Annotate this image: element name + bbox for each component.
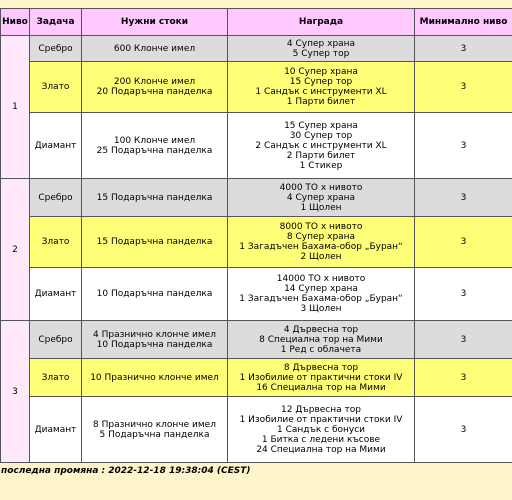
quest-table xyxy=(0,8,512,463)
reward-item: 1 Загадъчен Бахама-обор „Буран“ xyxy=(228,294,414,304)
tier-cell: Сребро xyxy=(30,179,82,217)
table-row xyxy=(1,397,512,463)
tier-cell: Злато xyxy=(30,62,82,113)
header-min-level: Минимално ниво xyxy=(415,9,512,36)
reward-item: 5 Супер тор xyxy=(228,49,414,59)
table-row xyxy=(1,62,512,113)
min-level-cell: 3 xyxy=(415,36,512,62)
header-reward: Награда xyxy=(228,9,415,36)
reward-item: 1 Изобилие от практични стоки IV xyxy=(228,415,414,425)
reward-cell xyxy=(228,397,415,463)
reward-item: 12 Дървесна тор xyxy=(228,405,414,415)
reward-item: 8 Супер храна xyxy=(228,232,414,242)
reward-item: 4 Дървесна тор xyxy=(228,325,414,335)
reward-item: 1 Парти билет xyxy=(228,97,414,107)
table-row xyxy=(1,179,512,217)
reward-item: 4 Супер храна xyxy=(228,39,414,49)
tier-cell: Злато xyxy=(30,217,82,268)
needed-goods-cell xyxy=(82,321,228,359)
reward-item: 16 Специална тор на Мими xyxy=(228,383,414,393)
reward-item: 24 Специална тор на Мими xyxy=(228,445,414,455)
needed-goods-item: 5 Подаръчна панделка xyxy=(82,430,227,440)
reward-item: 2 Сандък с инструменти XL xyxy=(228,141,414,151)
last-modified: последна промяна : 2022-12-18 19:38:04 (CEST) xyxy=(1,466,512,476)
reward-item: 1 Загадъчен Бахама-обор „Буран“ xyxy=(228,242,414,252)
table-row xyxy=(1,217,512,268)
needed-goods-cell xyxy=(82,217,228,268)
min-level-cell: 3 xyxy=(415,268,512,321)
min-level-cell: 3 xyxy=(415,397,512,463)
reward-item: 1 Стикер xyxy=(228,161,414,171)
min-level-cell: 3 xyxy=(415,113,512,179)
reward-item: 4 Супер храна xyxy=(228,193,414,203)
reward-item: 8 Дървесна тор xyxy=(228,363,414,373)
level-cell: 3 xyxy=(1,321,30,463)
reward-cell xyxy=(228,179,415,217)
reward-item: 1 Изобилие от практични стоки IV xyxy=(228,373,414,383)
header-level: Ниво xyxy=(1,9,30,36)
needed-goods-item: 10 Подаръчна панделка xyxy=(82,289,227,299)
reward-item: 10 Супер храна xyxy=(228,67,414,77)
reward-item: 15 Супер тор xyxy=(228,77,414,87)
table-row xyxy=(1,321,512,359)
needed-goods-item: 100 Клонче имел xyxy=(82,136,227,146)
reward-item: 30 Супер тор xyxy=(228,131,414,141)
reward-item: 2 Парти билет xyxy=(228,151,414,161)
reward-item: 1 Ред с облачета xyxy=(228,345,414,355)
level-cell: 1 xyxy=(1,36,30,179)
table-row xyxy=(1,113,512,179)
header-task: Задача xyxy=(30,9,82,36)
reward-item: 3 Щолен xyxy=(228,304,414,314)
needed-goods-cell xyxy=(82,36,228,62)
reward-item: 8 Специална тор на Мими xyxy=(228,335,414,345)
reward-cell xyxy=(228,36,415,62)
header-row xyxy=(1,9,512,36)
reward-item: 8000 ТО х нивото xyxy=(228,222,414,232)
needed-goods-item: 4 Празнично клонче имел xyxy=(82,330,227,340)
needed-goods-cell xyxy=(82,113,228,179)
reward-item: 14000 ТО х нивото xyxy=(228,274,414,284)
table-row xyxy=(1,359,512,397)
needed-goods-cell xyxy=(82,397,228,463)
reward-item: 1 Битка с ледени късове xyxy=(228,435,414,445)
needed-goods-cell xyxy=(82,359,228,397)
table-row xyxy=(1,36,512,62)
tier-cell: Диамант xyxy=(30,268,82,321)
tier-cell: Диамант xyxy=(30,397,82,463)
needed-goods-item: 10 Празнично клонче имел xyxy=(82,373,227,383)
needed-goods-item: 8 Празнично клонче имел xyxy=(82,420,227,430)
level-cell: 2 xyxy=(1,179,30,321)
needed-goods-item: 25 Подаръчна панделка xyxy=(82,146,227,156)
needed-goods-cell xyxy=(82,62,228,113)
min-level-cell: 3 xyxy=(415,62,512,113)
min-level-cell: 3 xyxy=(415,179,512,217)
reward-item: 14 Супер храна xyxy=(228,284,414,294)
reward-cell xyxy=(228,217,415,268)
reward-cell xyxy=(228,359,415,397)
needed-goods-cell xyxy=(82,268,228,321)
needed-goods-item: 10 Подаръчна панделка xyxy=(82,340,227,350)
tier-cell: Сребро xyxy=(30,36,82,62)
reward-item: 2 Щолен xyxy=(228,252,414,262)
reward-item: 1 Сандък с бонуси xyxy=(228,425,414,435)
reward-cell xyxy=(228,113,415,179)
reward-item: 1 Щолен xyxy=(228,203,414,213)
reward-cell xyxy=(228,321,415,359)
min-level-cell: 3 xyxy=(415,217,512,268)
needed-goods-item: 200 Клонче имел xyxy=(82,77,227,87)
needed-goods-item: 15 Подаръчна панделка xyxy=(82,237,227,247)
reward-item: 4000 ТО х нивото xyxy=(228,183,414,193)
reward-item: 1 Сандък с инструменти XL xyxy=(228,87,414,97)
needed-goods-item: 20 Подаръчна панделка xyxy=(82,87,227,97)
tier-cell: Злато xyxy=(30,359,82,397)
reward-item: 15 Супер храна xyxy=(228,121,414,131)
table-row xyxy=(1,268,512,321)
tier-cell: Сребро xyxy=(30,321,82,359)
needed-goods-cell xyxy=(82,179,228,217)
tier-cell: Диамант xyxy=(30,113,82,179)
reward-cell xyxy=(228,268,415,321)
min-level-cell: 3 xyxy=(415,321,512,359)
reward-cell xyxy=(228,62,415,113)
needed-goods-item: 15 Подаръчна панделка xyxy=(82,193,227,203)
header-needed-goods: Нужни стоки xyxy=(82,9,228,36)
min-level-cell: 3 xyxy=(415,359,512,397)
needed-goods-item: 600 Клонче имел xyxy=(82,44,227,54)
